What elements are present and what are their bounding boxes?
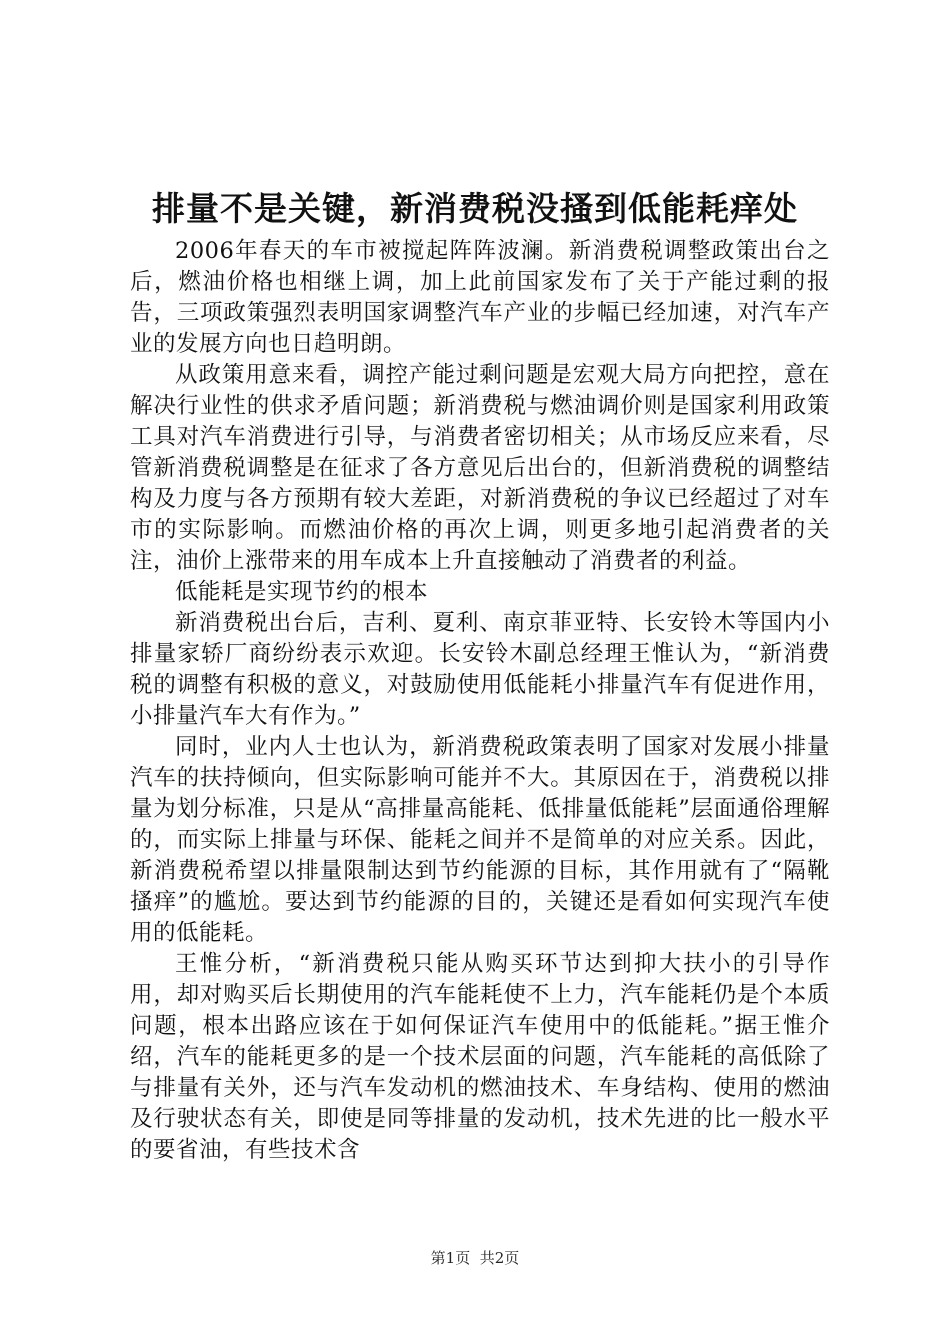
paragraph-4: 同时，业内人士也认为，新消费税政策表明了国家对发展小排量汽车的扶持倾向，但实际影响可能并不大。其原因在于，消费税以排量为划分标准，只是从“高排量高能耗、低排量低能耗”层面通俗理解的，而实际上排量与环保、能耗之间并不是简单的对应关系。因此，新消费税希望以排量限制达到节约能源的目标，其作用就有了“隔靴搔痒”的尴尬。要达到节约能源的目的，关键还是看如何实现汽车使用的低能耗。 xyxy=(130,734,830,946)
document-body xyxy=(130,236,830,1166)
page-total: 共2页 xyxy=(479,1249,520,1267)
section-heading: 低能耗是实现节约的根本 xyxy=(175,579,429,605)
document-title: 排量不是关键，新消费税没搔到低能耗痒处 xyxy=(152,189,798,228)
paragraph-5: 王惟分析，“新消费税只能从购买环节达到抑大扶小的引导作用，却对购买后长期使用的汽车能耗使不上力，汽车能耗仍是个本质问题，根本出路应该在于如何保证汽车使用中的低能耗。”据王惟介绍，汽车的能耗更多的是一个技术层面的问题，汽车能耗的高低除了与排量有关外，还与汽车发动机的燃油技术、车身结构、使用的燃油及行驶状态有关，即使是同等排量的发动机，技术先进的比一般水平的要省油，有些技术含 xyxy=(130,951,830,1163)
paragraph-2: 从政策用意来看，调控产能过剩问题是宏观大局方向把控，意在解决行业性的供求矛盾问题；新消费税与燃油调价则是国家利用政策工具对汽车消费进行引导，与消费者密切相关；从市场反应来看，尽管新消费税调整是在征求了各方意见后出台的，但新消费税的调整结构及力度与各方预期有较大差距，对新消费税的争议已经超过了对车市的实际影响。而燃油价格的再次上调，则更多地引起消费者的关注，油价上涨带来的用车成本上升直接触动了消费者的利益。 xyxy=(130,362,830,574)
paragraph-1: 2006年春天的车市被搅起阵阵波澜。新消费税调整政策出台之后，燃油价格也相继上调，加上此前国家发布了关于产能过剩的报告，三项政策强烈表明国家调整汽车产业的步幅已经加速，对汽车产业的发展方向也日趋明朗。 xyxy=(130,238,830,357)
paragraph-3: 新消费税出台后，吉利、夏利、南京菲亚特、长安铃木等国内小排量家轿厂商纷纷表示欢迎。长安铃木副总经理王惟认为，“新消费税的调整有积极的意义，对鼓励使用低能耗小排量汽车有促进作用，小排量汽车大有作为。” xyxy=(130,610,830,729)
page-number: 第1页 xyxy=(430,1249,471,1267)
page-footer xyxy=(0,1248,950,1268)
